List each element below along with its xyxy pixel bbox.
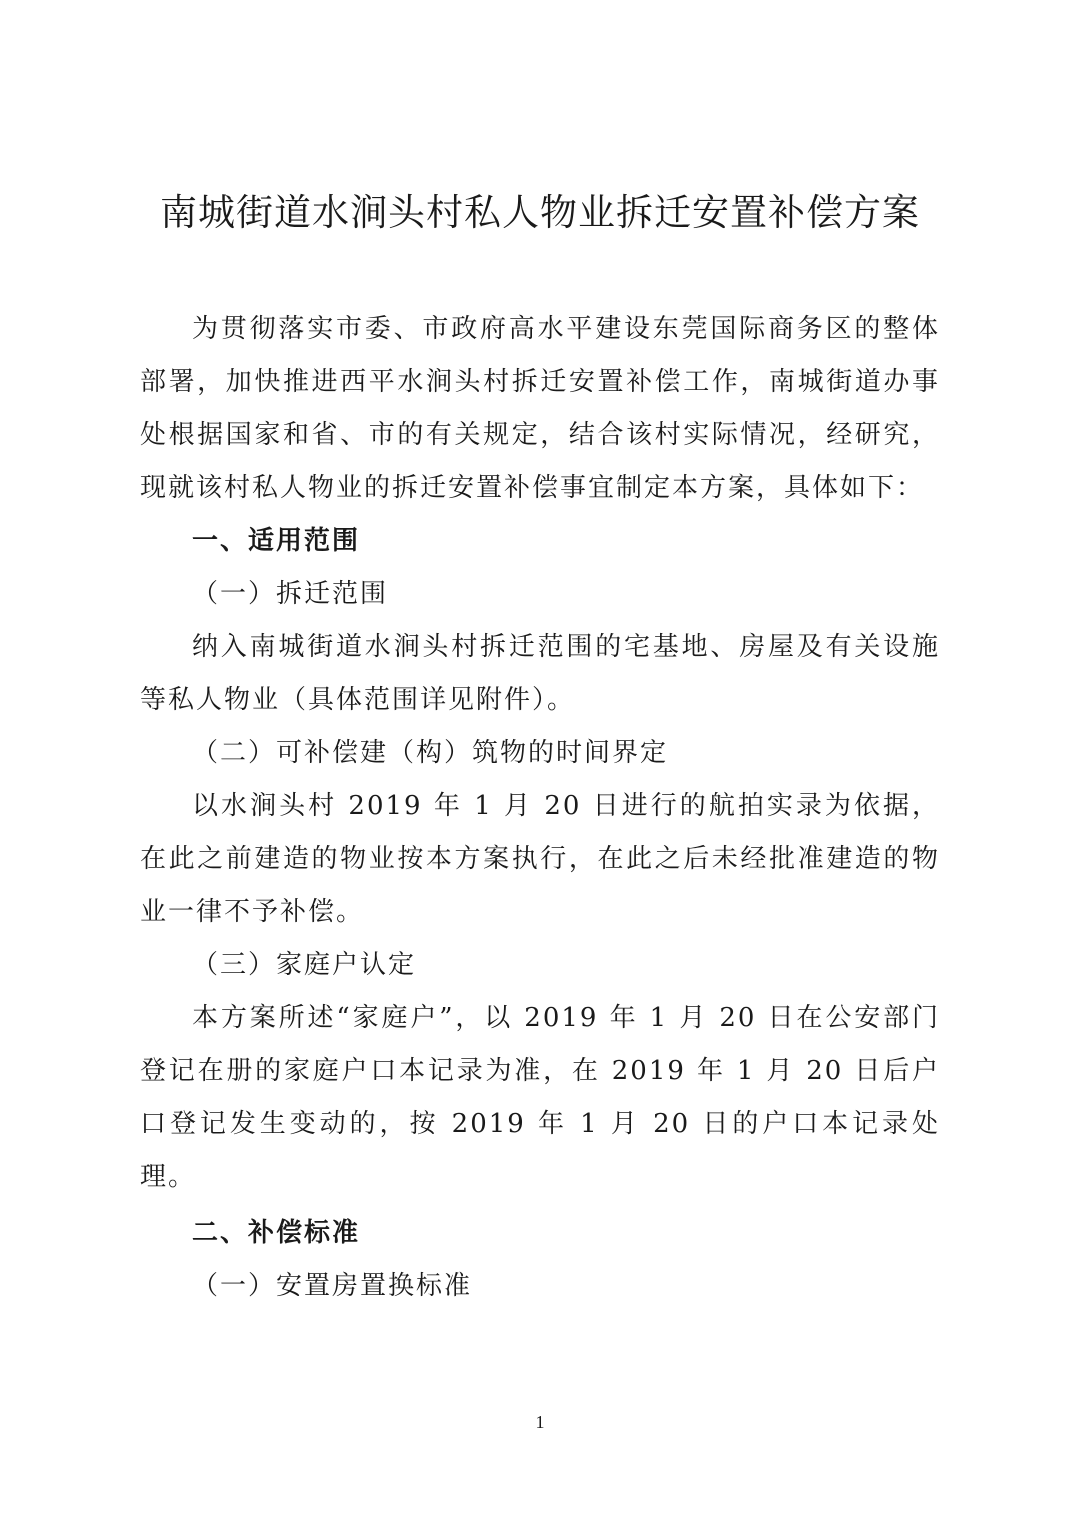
- paragraph-demolition-scope: 纳入南城街道水涧头村拆迁范围的宅基地、房屋及有关设施等私人物业（具体范围详见附件）。: [140, 632, 940, 715]
- section-heading-scope: 一、适用范围: [192, 526, 361, 556]
- subsection-heading-resettlement-housing: （一）安置房置换标准: [192, 1271, 473, 1301]
- subsection-heading-demolition-scope: （一）拆迁范围: [192, 579, 389, 609]
- document-body: [140, 303, 940, 1313]
- paragraph-household: 本方案所述“家庭户”，以 2019 年 1 月 20 日在公安部门登记在册的家庭户口本记录为准，在 2019 年 1 月 20 日后户口登记发生变动的，按 2019 年 1 月 20 日的户口本记录处理。: [140, 1003, 940, 1192]
- document-title: 南城街道水涧头村私人物业拆迁安置补偿方案: [160, 191, 920, 234]
- page-number: 1: [535, 1412, 545, 1432]
- intro-paragraph: 为贯彻落实市委、市政府高水平建设东莞国际商务区的整体部署，加快推进西平水涧头村拆迁安置补偿工作，南城街道办事处根据国家和省、市的有关规定，结合该村实际情况，经研究，现就该村私人物业的拆迁安置补偿事宜制定本方案，具体如下：: [140, 314, 940, 503]
- subsection-heading-time-definition: （二）可补偿建（构）筑物的时间界定: [192, 738, 669, 768]
- section-heading-compensation: 二、补偿标准: [192, 1218, 361, 1248]
- subsection-heading-household: （三）家庭户认定: [192, 950, 417, 980]
- paragraph-time-definition: 以水涧头村 2019 年 1 月 20 日进行的航拍实录为依据，在此之前建造的物业按本方案执行，在此之后未经批准建造的物业一律不予补偿。: [140, 791, 940, 927]
